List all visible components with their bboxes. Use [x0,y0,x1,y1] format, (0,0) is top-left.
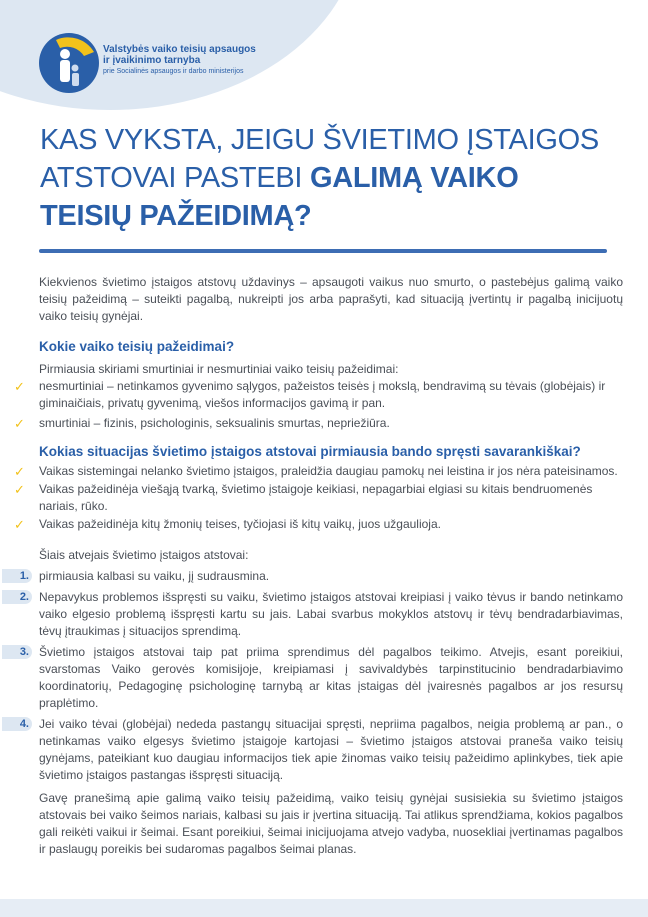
list-item-text: smurtiniai – fizinis, psichologinis, seksualinis smurtas, nepriežiūra. [39,416,390,430]
check-icon: ✓ [14,482,25,497]
section-heading-violations: Kokie vaiko teisių pažeidimai? [39,339,235,354]
org-name-line2: ir įvaikinimo tarnyba [103,55,201,66]
check-icon: ✓ [14,464,25,479]
step-number: 4. [2,717,32,731]
step-text: pirmiausia kalbasi su vaiku, jį sudrausmina. [39,569,270,583]
title-line2 [40,159,620,197]
step-number: 1. [2,569,32,583]
step-item [19,716,623,784]
step-text: Švietimo įstaigos atstovai taip pat priima sprendimus dėl pagalbos teikimo. Atvejis, esant poreikiui, svarstomas Vaiko gerovės komisijoje, kreipiamasi į savivaldybės tarpinstitucinio bendradarbiavimo koordinatorių, Pedagoginę psichologinę tarnybą ar kitas įstaigas dėl įvairesnės pagalbos ar jos resursų praplėtimo. [39,645,623,710]
title-line2-bold: GALIMĄ VAIKO [309,162,519,194]
org-name-line1: Valstybės vaiko teisių apsaugos [103,44,256,55]
main-content [14,274,623,858]
title-line3-bold: TEISIŲ PAŽEIDIMĄ? [40,200,312,232]
actions-lead: Šiais atvejais švietimo įstaigos atstovai: [39,548,249,562]
list-item [14,415,623,432]
closing-paragraph: Gavę pranešimą apie galimą vaiko teisių pažeidimą, vaiko teisių gynėjai susisiekia su švietimo įstaigos atstovais bei vaiko šeimos nariais, kalbasi su jais ir įvertina situaciją. Tai atlikus sprendžiama, kokios pagalbos gali reikėti vaikui ir šeimai. Esant poreikiui, šeimai inicijuojama atvejo vadyba, nuosekliai įvertinamas pagalbos ir paslaugų poreikis bei sudaromas pagalbos šeimai planas. [39,791,623,856]
step-number: 2. [2,590,32,604]
section-heading-situations: Kokias situacijas švietimo įstaigos atstovai pirmiausia bando spręsti savarankiškai? [39,444,581,459]
situations-list [14,463,623,533]
list-item-text: nesmurtiniai – netinkamos gyvenimo sąlygos, pažeistos teisės į mokslą, bendravimą su tėvais (globėjais) ir giminaičiais, privatų gyvenimą, viešos informacijos gavimą ir pan. [39,379,606,410]
check-icon: ✓ [14,517,25,532]
actions-steps [19,568,623,784]
step-item [19,589,623,640]
step-item [19,568,623,585]
check-icon: ✓ [14,379,25,394]
list-item [14,516,623,533]
title-line1: KAS VYKSTA, JEIGU ŠVIETIMO ĮSTAIGOS [40,124,599,156]
check-icon: ✓ [14,416,25,431]
step-text: Jei vaiko tėvai (globėjai) nededa pastangų situacijai spręsti, nepriima pagalbos, neigia problemą ar pan., o netinkamas vaiko elgesys švietimo įstaigoje kartojasi – švietimo įstaigos atstovai praneša vaiko teisių gynėjams, pateikiant kuo daugiau informacijos tiek apie žinomas vaiko teisių pažeidimo aplinkybes, tiek apie švietimo įstaigos pastangas išspręsti situaciją. [39,717,623,782]
title-divider [39,249,607,253]
title-line3 [40,197,620,235]
page-title [40,121,620,235]
list-item [14,481,623,515]
list-item-text: Vaikas pažeidinėja kitų žmonių teises, tyčiojasi iš kitų vaikų, juos užgaulioja. [39,517,441,531]
list-item-text: Vaikas sistemingai nelanko švietimo įstaigos, praleidžia daugiau pamokų nei leistina ir jos nėra pateisinamos. [39,464,618,478]
title-line2-light: ATSTOVAI PASTEBI [40,162,310,194]
list-item [14,463,623,480]
violations-list [14,378,623,432]
list-item [14,378,623,412]
org-ministry-line: prie Socialinės apsaugos ir darbo ministerijos [103,68,244,75]
step-item [19,644,623,712]
list-item-text: Vaikas pažeidinėja viešąją tvarką, švietimo įstaigoje keikiasi, nepagarbiai elgiasi su kitais bendruomenės nariais, rūko. [39,482,593,513]
step-number: 3. [2,645,32,659]
family-silhouette-logo [38,32,100,94]
violations-lead: Pirmiausia skiriami smurtiniai ir nesmurtiniai vaiko teisių pažeidimai: [39,362,399,376]
step-text: Nepavykus problemos išspręsti su vaiku, švietimo įstaigos atstovai kreipiasi į vaiko tėvus ir bando netinkamo vaiko elgesio problemą išspręsti kartu su jais. Labai svarbus mokyklos atstovų ir tėvų bendradarbiavimas, tėvų įtraukimas į situacijos sprendimą. [39,590,623,638]
footer-band [0,899,648,917]
organization-name [103,44,256,78]
intro-paragraph: Kiekvienos švietimo įstaigos atstovų uždavinys – apsaugoti vaikus nuo smurto, o pastebėjus galimą vaiko teisių pažeidimą – suteikti pagalbą, nukreipti jos arba paprašyti, kad situaciją įvertintų ir pagalbą inicijuotų vaiko teisių gynėjai. [39,275,623,323]
